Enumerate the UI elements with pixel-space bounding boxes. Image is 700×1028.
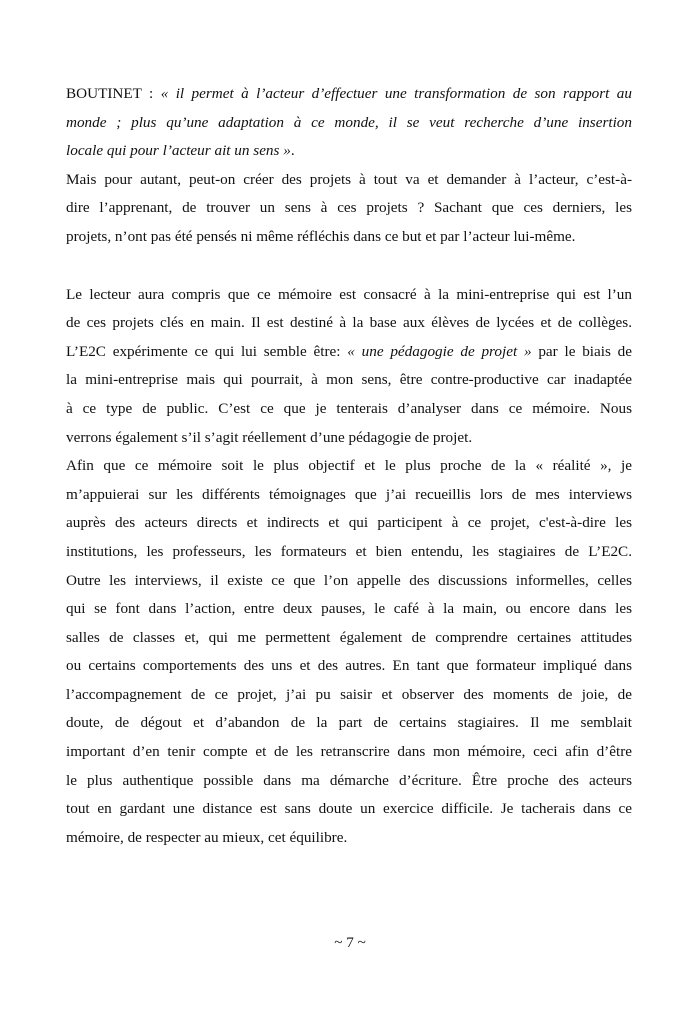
quote-text: locale qui pour l’acteur ait un sens »	[66, 142, 291, 160]
document-body	[66, 80, 632, 852]
paragraph-3-line: l’accompagnement de ce projet, j’ai pu saisir et observer des moments de joie, de	[66, 685, 632, 703]
paragraph-2-line-2: de ces projets clés en main. Il est destiné à la base aux élèves de lycées et de collèges.	[66, 314, 632, 332]
paragraph-1-line-3: locale qui pour l’acteur ait un sens ».	[66, 142, 295, 160]
paragraph-3-line: le plus authentique possible dans ma démarche d’écriture. Être proche des acteurs	[66, 771, 632, 789]
paragraph-3-line: auprès des acteurs directs et indirects et qui participent à ce projet, c'est-à-dire les	[66, 514, 632, 532]
paragraph-3-line: Afin que ce mémoire soit le plus objectif et le plus proche de la « réalité », je	[66, 457, 632, 475]
paragraph-1-line-1	[66, 80, 632, 109]
paragraph-3-line: salles de classes et, qui me permettent également de comprendre certaines attitudes	[66, 628, 632, 646]
paragraph-1-line-2: monde ; plus qu’une adaptation à ce monde, il se veut recherche d’une insertion	[66, 113, 632, 131]
paragraph-1-line-5: dire l’apprenant, de trouver un sens à ces projets ? Sachant que ces derniers, les	[66, 199, 632, 217]
paragraph-2-line-1: Le lecteur aura compris que ce mémoire est consacré à la mini-entreprise qui est l’un	[66, 285, 632, 303]
paragraph-2-line-5: à ce type de public. C’est ce que je tenterais d’analyser dans ce mémoire. Nous	[66, 399, 632, 417]
paragraph-3-line: institutions, les professeurs, les formateurs et bien entendu, les stagiaires de L’E2C.	[66, 542, 632, 560]
paragraph-3-line: Outre les interviews, il existe ce que l’on appelle des discussions informelles, celles	[66, 571, 632, 589]
paragraph-1-line-4: Mais pour autant, peut-on créer des projets à tout va et demander à l’acteur, c’est-à-	[66, 170, 632, 188]
page-number: ~ 7 ~	[334, 934, 366, 951]
paragraph-3-line: doute, de dégout et d’abandon de la part de certains stagiaires. Il me semblait	[66, 714, 632, 732]
paragraph-2-line-4: la mini-entreprise mais qui pourrait, à mon sens, être contre-productive car inadaptée	[66, 371, 632, 389]
paragraph-3-line: mémoire, de respecter au mieux, cet équilibre.	[66, 828, 348, 846]
quote-text: « il permet à l’acteur d’effectuer une transformation de son rapport au	[160, 85, 632, 102]
paragraph-2-line-6: verrons également s’il s’agit réellement d’une pédagogie de projet.	[66, 428, 473, 446]
paragraph-1-line-6: projets, n’ont pas été pensés ni même réfléchis dans ce but et par l’acteur lui-même.	[66, 227, 576, 245]
paragraph-3-line: important d’en tenir compte et de les retranscrire dans mon mémoire, ceci afin d’être	[66, 743, 632, 761]
paragraph-3-line: qui se font dans l’action, entre deux pauses, le café à la main, ou encore dans les	[66, 600, 632, 618]
quote-text: « une pédagogie de projet »	[347, 342, 532, 360]
paragraph-2-line-3: L’E2C expérimente ce qui lui semble être: « une pédagogie de projet » par le biais de	[66, 342, 632, 360]
paragraph-spacer	[66, 252, 632, 281]
paragraph-3-line: m’appuierai sur les différents témoignages que j’ai recueillis lors de mes interviews	[66, 485, 632, 503]
paragraph-3-line: ou certains comportements des uns et des autres. En tant que formateur impliqué dans	[66, 657, 632, 675]
author-name: BOUTINET :	[66, 85, 161, 102]
paragraph-3-line: tout en gardant une distance est sans doute un exercice difficile. Je tacherais dans ce	[66, 800, 632, 818]
